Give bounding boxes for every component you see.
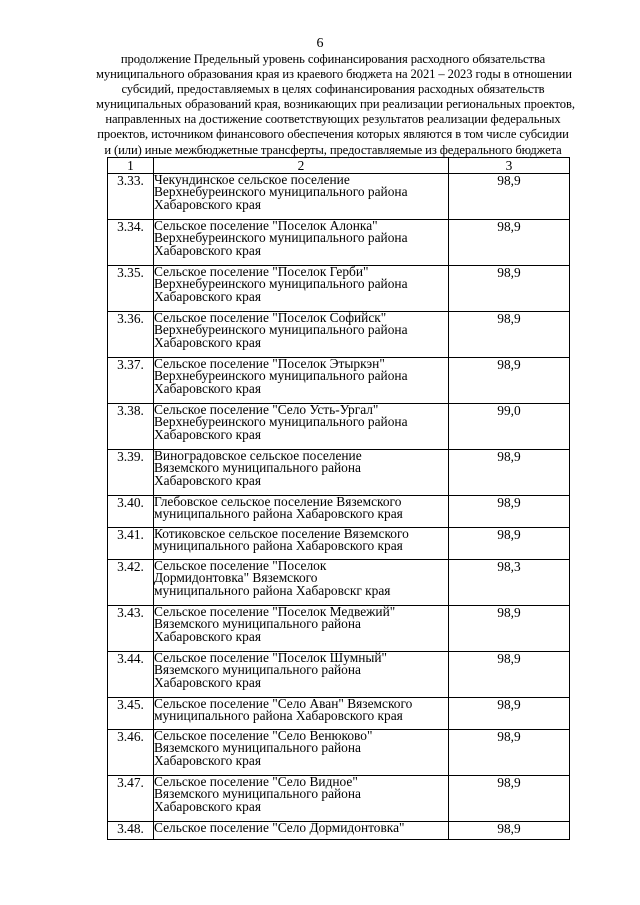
municipality-name-line: муниципального района Хабаровского края	[154, 506, 403, 522]
municipality-name-line: Глебовское сельское поселение Вяземского	[154, 495, 402, 509]
row-number: 3.37.	[108, 358, 154, 404]
cofinancing-level: 98,3	[449, 560, 570, 606]
row-number: 3.45.	[108, 698, 154, 730]
municipality-name-line: Верхнебуреинского муниципального района	[154, 414, 408, 430]
municipality-name-line: Хабаровского края	[154, 196, 261, 212]
table-row	[108, 776, 570, 822]
cofinancing-level: 98,9	[449, 528, 570, 560]
table-row	[108, 358, 570, 404]
municipality-name-line: Сельское поселение "Село Видное"	[154, 775, 358, 789]
municipality-name	[154, 606, 449, 652]
municipality-name-line: Хабаровского края	[154, 242, 261, 258]
caption-line: субсидий, предоставляемых в целях софинансирования расходных обязательств	[121, 82, 545, 97]
row-number: 3.35.	[108, 266, 154, 312]
column-header: 2	[154, 158, 449, 174]
table-row	[108, 730, 570, 776]
row-number: 3.33.	[108, 174, 154, 220]
municipality-name	[154, 450, 449, 496]
table-row	[108, 174, 570, 220]
cofinancing-level: 98,9	[449, 174, 570, 220]
municipality-name	[154, 776, 449, 822]
table-row	[108, 528, 570, 560]
municipality-name	[154, 266, 449, 312]
municipality-name-line: Сельское поселение "Село Аван" Вяземского	[154, 697, 413, 711]
row-number: 3.38.	[108, 404, 154, 450]
caption-line: проектов, источником финансового обеспечения которых являются в том числе субсидии	[97, 127, 569, 142]
municipality-name-line: Вяземского муниципального района	[154, 460, 361, 476]
municipality-name-line: Хабаровского края	[154, 380, 261, 396]
municipality-name-line: Верхнебуреинского муниципального района	[154, 184, 408, 200]
cofinancing-level: 98,9	[449, 450, 570, 496]
table-row	[108, 560, 570, 606]
municipality-name-line: муниципального района Хабаровского края	[154, 708, 403, 724]
municipality-name-line: Хабаровского края	[154, 752, 261, 768]
column-header: 3	[449, 158, 570, 174]
municipality-name-line: Сельское поселение "Поселок Герби"	[154, 265, 369, 279]
row-number: 3.43.	[108, 606, 154, 652]
table-row	[108, 822, 570, 840]
cofinancing-table	[107, 157, 570, 840]
municipality-name	[154, 220, 449, 266]
column-header: 1	[108, 158, 154, 174]
cofinancing-level: 98,9	[449, 496, 570, 528]
row-number: 3.40.	[108, 496, 154, 528]
municipality-name	[154, 174, 449, 220]
municipality-name-line: Сельское поселение "Поселок	[154, 559, 327, 573]
caption-line: и (или) иные межбюджетные трансферты, предоставляемые из федерального бюджета	[104, 142, 562, 157]
municipality-name	[154, 404, 449, 450]
municipality-name-line: Сельское поселение "Село Усть-Ургал"	[154, 403, 379, 417]
municipality-name-line: Сельское поселение "Поселок Шумный"	[154, 651, 387, 665]
municipality-name	[154, 528, 449, 560]
municipality-name-line: Котиковское сельское поселение Вяземского	[154, 527, 409, 541]
municipality-name-line: Хабаровского края	[154, 472, 261, 488]
row-number: 3.36.	[108, 312, 154, 358]
row-number: 3.44.	[108, 652, 154, 698]
page-number: 6	[316, 36, 324, 51]
cofinancing-level: 98,9	[449, 730, 570, 776]
municipality-name-line: Виноградовское сельское поселение	[154, 449, 362, 463]
municipality-name	[154, 822, 449, 840]
row-number: 3.42.	[108, 560, 154, 606]
municipality-name-line: Хабаровского края	[154, 628, 261, 644]
municipality-name-line: Хабаровского края	[154, 426, 261, 442]
municipality-name	[154, 560, 449, 606]
municipality-name-line: Сельское поселение "Поселок Софийск"	[154, 311, 387, 325]
municipality-name-line: Сельское поселение "Село Дормидонтовка"	[154, 821, 405, 835]
table-row	[108, 404, 570, 450]
municipality-name-line: Верхнебуреинского муниципального района	[154, 276, 408, 292]
table-row	[108, 652, 570, 698]
cofinancing-level: 98,9	[449, 266, 570, 312]
cofinancing-level: 98,9	[449, 606, 570, 652]
table-row	[108, 266, 570, 312]
cofinancing-level: 99,0	[449, 404, 570, 450]
municipality-name-line: Верхнебуреинского муниципального района	[154, 368, 408, 384]
municipality-name	[154, 730, 449, 776]
caption-line: направленных на достижение соответствующих результатов реализации федеральных	[105, 112, 561, 127]
table-row	[108, 698, 570, 730]
row-number: 3.34.	[108, 220, 154, 266]
municipality-name-line: Хабаровского края	[154, 798, 261, 814]
municipality-name	[154, 496, 449, 528]
municipality-name-line: Сельское поселение "Село Венюково"	[154, 729, 373, 743]
municipality-name-line: Вяземского муниципального района	[154, 662, 361, 678]
municipality-name-line: Верхнебуреинского муниципального района	[154, 230, 408, 246]
table-row	[108, 220, 570, 266]
cofinancing-level: 98,9	[449, 312, 570, 358]
cofinancing-level: 98,9	[449, 698, 570, 730]
municipality-name-line: Чекундинское сельское поселение	[154, 173, 350, 187]
cofinancing-level: 98,9	[449, 776, 570, 822]
row-number: 3.48.	[108, 822, 154, 840]
municipality-name-line: муниципального района Хабаровского края	[154, 538, 403, 554]
municipality-name-line: Вяземского муниципального района	[154, 616, 361, 632]
table-row	[108, 312, 570, 358]
row-number: 3.47.	[108, 776, 154, 822]
row-number: 3.46.	[108, 730, 154, 776]
caption-line: продолжение Предельный уровень софинансирования расходного обязательства	[120, 52, 546, 66]
municipality-name-line: Вяземского муниципального района	[154, 786, 361, 802]
municipality-name-line: Хабаровского края	[154, 674, 261, 690]
table-header-row	[108, 158, 570, 174]
municipality-name-line: Сельское поселение "Поселок Алонка"	[154, 219, 378, 233]
cofinancing-level: 98,9	[449, 358, 570, 404]
cofinancing-level: 98,9	[449, 652, 570, 698]
table-caption	[96, 52, 575, 158]
municipality-name-line: Дормидонтовка" Вяземского	[154, 570, 318, 586]
municipality-name-line: Верхнебуреинского муниципального района	[154, 322, 408, 338]
municipality-name-line: Сельское поселение "Поселок Этыркэн"	[154, 357, 385, 371]
table-row	[108, 606, 570, 652]
row-number: 3.41.	[108, 528, 154, 560]
cofinancing-level: 98,9	[449, 822, 570, 840]
municipality-name-line: Хабаровского края	[154, 288, 261, 304]
table-row	[108, 496, 570, 528]
municipality-name-line: Хабаровского края	[154, 334, 261, 350]
caption-line: муниципальных образований края, возникающих при реализации региональных проектов,	[96, 97, 575, 112]
municipality-name-line: муниципального района Хабаровскг края	[154, 582, 391, 598]
table-body	[108, 158, 570, 840]
municipality-name	[154, 698, 449, 730]
municipality-name	[154, 652, 449, 698]
table-row	[108, 450, 570, 496]
row-number: 3.39.	[108, 450, 154, 496]
cofinancing-level: 98,9	[449, 220, 570, 266]
municipality-name-line: Вяземского муниципального района	[154, 740, 361, 756]
municipality-name	[154, 358, 449, 404]
municipality-name	[154, 312, 449, 358]
caption-line: муниципального образования края из краевого бюджета на 2021 – 2023 годы в отношении	[96, 67, 572, 82]
municipality-name-line: Сельское поселение "Поселок Медвежий"	[154, 605, 396, 619]
